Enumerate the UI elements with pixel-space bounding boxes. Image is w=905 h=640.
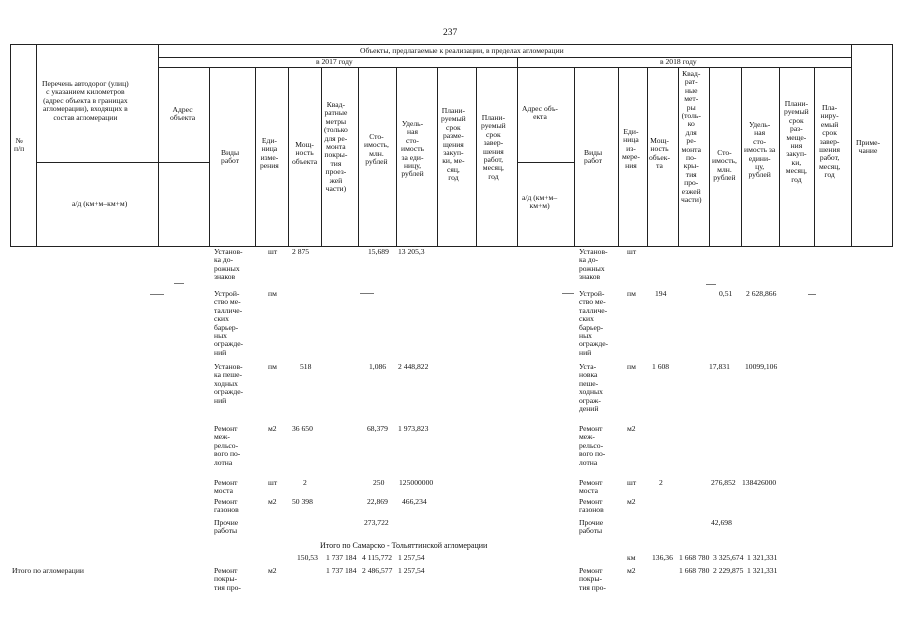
header-a-plan-finish: Плани- руемый срок завер- шения работ, месяц, год <box>481 113 506 181</box>
cell-a-unit: пм <box>268 362 277 371</box>
total-b-sqm: 1 668 780 <box>679 553 710 562</box>
cell-a-unitcost: 125000000 <box>399 478 434 487</box>
cell-a-unit: пм <box>268 289 277 298</box>
cell-b-works: Прочие работы <box>579 518 604 536</box>
cell-b-unit: пм <box>627 289 636 298</box>
total-a-sqm: 1 737 184 <box>326 553 357 562</box>
cell-b-works: Установ- ка до- рожных знаков <box>579 247 608 282</box>
cell-b-power: 194 <box>655 289 667 298</box>
col-divider <box>36 44 37 247</box>
cell-b-unit: шт <box>627 247 637 256</box>
address-b-sub-divider <box>517 162 574 163</box>
header-b-unitcost: Удель- ная сто- имость за едини- цу, рублей <box>744 120 776 180</box>
header-col-roads: Перечень автодорог (улиц) с указанием километров (адрес объекта в границах агломерации), входящих в состав агломерации <box>42 79 129 122</box>
header-a-works: Виды работ <box>221 148 240 166</box>
scan-mark <box>360 293 374 294</box>
cell-a-power: 36 650 <box>292 424 313 433</box>
top-title-divider <box>158 57 851 58</box>
col-divider-2018 <box>517 57 518 247</box>
cell-a-works: Прочие работы <box>214 518 239 536</box>
cell-a-unitcost: 2 448,822 <box>398 362 429 371</box>
cell-b-unit: м2 <box>627 497 636 506</box>
table-right-border <box>892 44 893 247</box>
col-divider <box>741 67 742 247</box>
cell-a-power: 2 875 <box>292 247 310 256</box>
cell-b-cost: 42,698 <box>711 518 732 527</box>
cell-a-unit: м2 <box>268 424 277 433</box>
cell-a-cost: 273,722 <box>364 518 389 527</box>
total-b-works: Ремонт покры- тия про- <box>579 566 606 592</box>
col-divider <box>158 44 159 247</box>
col-divider <box>396 67 397 247</box>
header-b-plan-finish: Пла- ниру- емый срок завер- шения работ, месяц, год <box>819 103 841 180</box>
total-b-unitcost: 1 321,331 <box>747 553 778 562</box>
header-year-2018: в 2018 году <box>660 57 697 66</box>
cell-b-works: Уста- новка пеше- ходных ограж- дений <box>579 362 603 414</box>
cell-a-cost: 22,869 <box>367 497 388 506</box>
header-col-num: № п/п <box>14 136 25 154</box>
col-divider <box>779 67 780 247</box>
col-divider <box>358 67 359 247</box>
total-b-unit: км <box>627 553 636 562</box>
header-a-sqm: Квад- ратные метры (только для ре- монта покры- тия проез- жей части) <box>324 100 348 194</box>
cell-b-unitcost: 138426000 <box>742 478 777 487</box>
cell-b-works: Ремонт меж- рельсо- вого по- лотна <box>579 424 606 467</box>
total-a-sqm: 1 737 184 <box>326 566 357 575</box>
cell-b-unitcost: 2 628,866 <box>746 289 777 298</box>
header-b-sqm: Квад- рат- ные мет- ры (толь- ко для ре- монта по- кры- тия про- езжей части) <box>681 69 702 205</box>
cell-b-works: Устрой- ство ме- талличе- ских барьер- ных огражде- ний <box>579 289 609 357</box>
scan-mark <box>808 294 816 295</box>
roads-sub-divider <box>36 162 158 163</box>
cell-a-unit: шт <box>268 478 278 487</box>
col-divider <box>288 67 289 247</box>
cell-a-power: 2 <box>303 478 307 487</box>
header-b-address-sub: а/д (км+м– км+м) <box>522 193 558 211</box>
total-a-unitcost: 1 257,54 <box>398 553 425 562</box>
cell-b-cost: 17,831 <box>709 362 730 371</box>
col-divider <box>255 67 256 247</box>
cell-a-unitcost: 1 973,823 <box>398 424 429 433</box>
header-bottom-border <box>10 246 892 247</box>
cell-a-cost: 15,689 <box>368 247 389 256</box>
cell-a-works: Ремонт газонов <box>214 497 239 515</box>
cell-a-unitcost: 13 205,3 <box>398 247 425 256</box>
header-b-power: Мощ- ность объек- та <box>649 136 670 171</box>
total-a-works: Ремонт покры- тия про- <box>214 566 241 592</box>
cell-a-works: Ремонт меж- рельсо- вого по- лотна <box>214 424 241 467</box>
total-b-unitcost: 1 321,331 <box>747 566 778 575</box>
cell-b-power: 1 608 <box>652 362 670 371</box>
cell-b-cost: 276,852 <box>711 478 736 487</box>
header-b-unit: Еди- ница из- мере- ния <box>622 127 640 170</box>
scan-mark <box>174 283 184 284</box>
header-b-cost: Сто- имость, млн. рублей <box>712 148 737 183</box>
col-divider <box>814 67 815 247</box>
cell-b-works: Ремонт моста <box>579 478 603 496</box>
header-a-plan-purchase: Плани- руемый срок разме- щения закуп- ки, ме- сяц, год <box>441 106 466 183</box>
col-divider <box>574 67 575 247</box>
table-top-border <box>10 44 892 45</box>
cell-a-unit: м2 <box>268 497 277 506</box>
total-b-sqm: 1 668 780 <box>679 566 710 575</box>
total-a-unit: м2 <box>268 566 277 575</box>
cell-a-power: 50 398 <box>292 497 313 506</box>
cell-a-cost: 250 <box>373 478 385 487</box>
total-a-cost: 2 486,577 <box>362 566 393 575</box>
total-a-power: 150,53 <box>297 553 318 562</box>
section-title: Итого по Самарско - Тольяттинской агломерации <box>320 541 488 550</box>
cell-a-works: Ремонт моста <box>214 478 238 496</box>
cell-a-cost: 1,086 <box>369 362 387 371</box>
header-year-2017: в 2017 году <box>316 57 353 66</box>
col-divider <box>321 67 322 247</box>
address-a-sub-divider <box>158 162 209 163</box>
cell-a-works: Установ- ка до- рожных знаков <box>214 247 243 282</box>
header-col-note: Приме- чание <box>856 138 881 156</box>
cell-a-cost: 68,379 <box>367 424 388 433</box>
cell-a-unit: шт <box>268 247 278 256</box>
cell-b-power: 2 <box>659 478 663 487</box>
header-b-works: Виды работ <box>584 148 603 166</box>
col-divider <box>851 44 852 247</box>
total-b-cost: 2 229,875 <box>713 566 744 575</box>
col-divider <box>437 67 438 247</box>
cell-a-works: Устрой- ство ме- талличе- ских барьер- ных огражде- ний <box>214 289 244 357</box>
cell-b-works: Ремонт газонов <box>579 497 604 515</box>
cell-b-unit: пм <box>627 362 636 371</box>
header-top-title: Объекты, предлагаемые к реализации, в пределах агломерации <box>360 46 564 55</box>
cell-b-unit: шт <box>627 478 637 487</box>
header-b-plan-purchase: Плани- руемый срок раз- меще- ния закуп- ки, месяц, год <box>784 99 809 184</box>
total-a-unitcost: 1 257,54 <box>398 566 425 575</box>
col-divider <box>678 67 679 247</box>
cell-b-unit: м2 <box>627 424 636 433</box>
cell-a-works: Установ- ка пеше- ходных огражде- ний <box>214 362 244 405</box>
col-divider <box>618 67 619 247</box>
header-b-address: Адрес объ- екта <box>522 104 558 122</box>
total-b-power: 136,36 <box>652 553 673 562</box>
year-divider <box>158 67 851 68</box>
scan-mark <box>562 293 574 294</box>
page-number: 237 <box>443 28 458 38</box>
total-b-unit: м2 <box>627 566 636 575</box>
scan-mark <box>150 294 164 295</box>
total-label: Итого по агломерации <box>12 566 84 575</box>
header-a-cost: Сто- имость, млн. рублей <box>364 132 389 167</box>
scan-mark <box>706 284 716 285</box>
header-a-unitcost: Удель- ная сто- имость за еди- ницу, рублей <box>401 119 425 179</box>
cell-a-unitcost: 466,234 <box>402 497 427 506</box>
header-col-roads-sub: а/д (км+м–км+м) <box>72 199 128 208</box>
col-divider <box>476 67 477 247</box>
col-divider <box>209 67 210 247</box>
header-a-unit: Еди- ница изме- рения <box>260 136 279 171</box>
cell-b-unitcost: 10099,106 <box>745 362 778 371</box>
header-a-power: Мощ- ность объекта <box>292 140 318 166</box>
total-b-cost: 3 325,674 <box>713 553 744 562</box>
cell-b-cost: 0,51 <box>719 289 733 298</box>
cell-a-power: 518 <box>300 362 312 371</box>
col-divider <box>647 67 648 247</box>
col-divider <box>709 67 710 247</box>
table-left-border <box>10 44 11 247</box>
total-a-cost: 4 115,772 <box>362 553 393 562</box>
header-a-address: Адрес объекта <box>170 105 196 123</box>
